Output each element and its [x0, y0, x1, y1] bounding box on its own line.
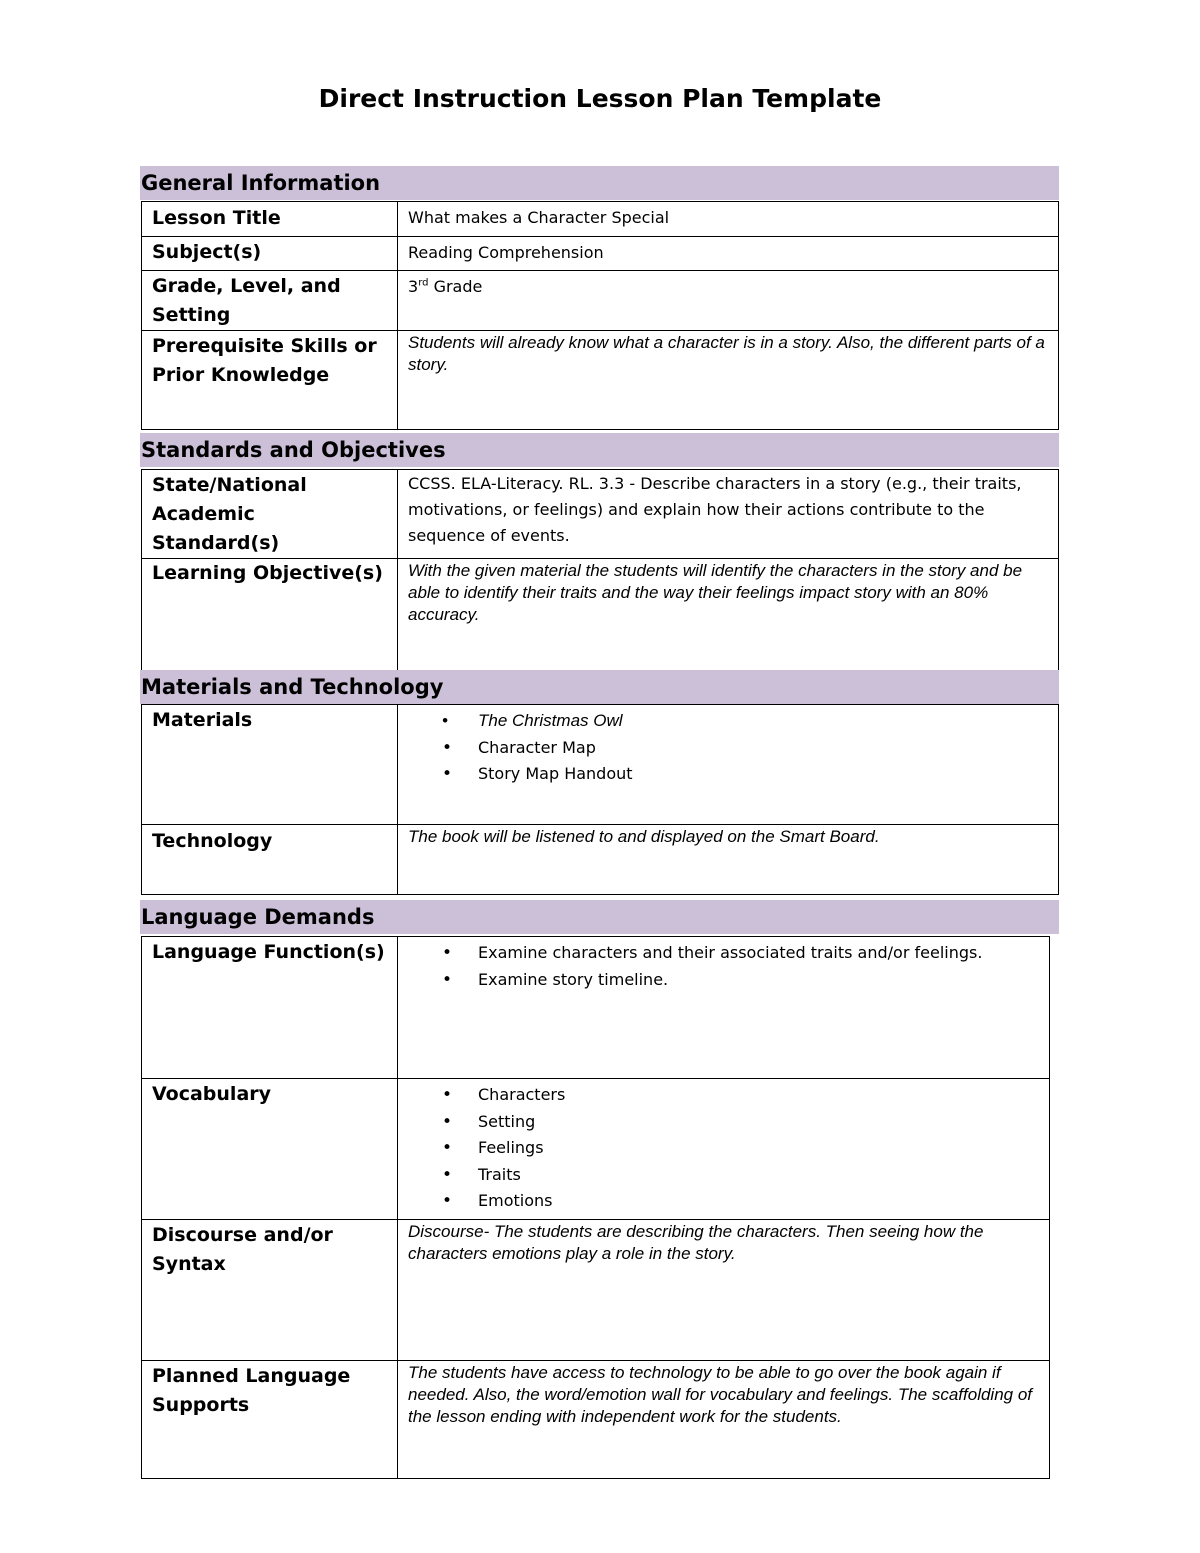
- general-info-table: [141, 201, 1059, 430]
- list-item: • Feelings: [478, 1135, 1039, 1162]
- vocabulary-value: [398, 1079, 1050, 1220]
- list-item: • Character Map: [478, 735, 1048, 762]
- list-item: • Story Map Handout: [478, 761, 1048, 788]
- list-item: • Examine story timeline.: [478, 967, 1039, 994]
- grade-value: [398, 271, 1059, 331]
- list-item: • The Christmas Owl: [478, 708, 1048, 735]
- table-row: [142, 470, 1059, 559]
- materials-value: [398, 705, 1059, 825]
- language-supports-label: Planned Language Supports: [142, 1361, 398, 1479]
- vocabulary-label: Vocabulary: [142, 1079, 398, 1220]
- table-row: [142, 825, 1059, 895]
- technology-value: The book will be listened to and displayed on the Smart Board.: [398, 825, 1059, 895]
- language-function-label: Language Function(s): [142, 937, 398, 1079]
- table-row: [142, 1361, 1050, 1479]
- grade-suffix: rd: [418, 277, 429, 289]
- grade-number: 3: [408, 277, 419, 296]
- discourse-label: Discourse and/or Syntax: [142, 1220, 398, 1361]
- table-row: [142, 1220, 1050, 1361]
- list-item: • Examine characters and their associated traits and/or feelings.: [478, 940, 1039, 967]
- vocabulary-list: [408, 1082, 1039, 1215]
- technology-label: Technology: [142, 825, 398, 895]
- section-header-standards: Standards and Objectives: [140, 433, 1059, 467]
- lesson-title-value: What makes a Character Special: [398, 202, 1059, 237]
- list-item: • Characters: [478, 1082, 1039, 1109]
- section-header-materials: Materials and Technology: [140, 670, 1059, 704]
- language-function-value: [398, 937, 1050, 1079]
- table-row: [142, 559, 1059, 675]
- language-supports-value: The students have access to technology to be able to go over the book again if needed. Also, the word/emotion wall for vocabulary and feelings. The scaffolding of the lesson ending with independent work for the students.: [398, 1361, 1050, 1479]
- prereq-label: Prerequisite Skills or Prior Knowledge: [142, 331, 398, 430]
- standards-table: [141, 469, 1059, 675]
- discourse-value: Discourse- The students are describing the characters. Then seeing how the characters emotions play a role in the story.: [398, 1220, 1050, 1361]
- prereq-value: Students will already know what a character is in a story. Also, the different parts of a story.: [398, 331, 1059, 430]
- subjects-value: Reading Comprehension: [398, 237, 1059, 271]
- subjects-label: Subject(s): [142, 237, 398, 271]
- language-table: [141, 936, 1050, 1479]
- objective-label: Learning Objective(s): [142, 559, 398, 675]
- state-standard-value: CCSS. ELA-Literacy. RL. 3.3 - Describe characters in a story (e.g., their traits, motivations, or feelings) and explain how their actions contribute to the sequence of events.: [398, 470, 1059, 559]
- list-item: • Emotions: [478, 1188, 1039, 1215]
- materials-table: [141, 704, 1059, 895]
- materials-label: Materials: [142, 705, 398, 825]
- list-item: • Setting: [478, 1109, 1039, 1136]
- table-row: [142, 705, 1059, 825]
- list-item: • Traits: [478, 1162, 1039, 1189]
- state-standard-label: State/National Academic Standard(s): [142, 470, 398, 559]
- objective-value: With the given material the students will identify the characters in the story and be able to identify their traits and the way their feelings impact story with an 80% accuracy.: [398, 559, 1059, 675]
- grade-label: Grade, Level, and Setting: [142, 271, 398, 331]
- table-row: [142, 237, 1059, 271]
- table-row: [142, 202, 1059, 237]
- table-row: [142, 271, 1059, 331]
- language-function-list: [408, 940, 1039, 993]
- section-header-language: Language Demands: [140, 900, 1059, 934]
- materials-list: [408, 708, 1048, 788]
- lesson-title-label: Lesson Title: [142, 202, 398, 237]
- table-row: [142, 331, 1059, 430]
- grade-word: Grade: [428, 277, 483, 296]
- table-row: [142, 937, 1050, 1079]
- page-title: Direct Instruction Lesson Plan Template: [318, 84, 882, 113]
- section-header-general: General Information: [140, 166, 1059, 200]
- table-row: [142, 1079, 1050, 1220]
